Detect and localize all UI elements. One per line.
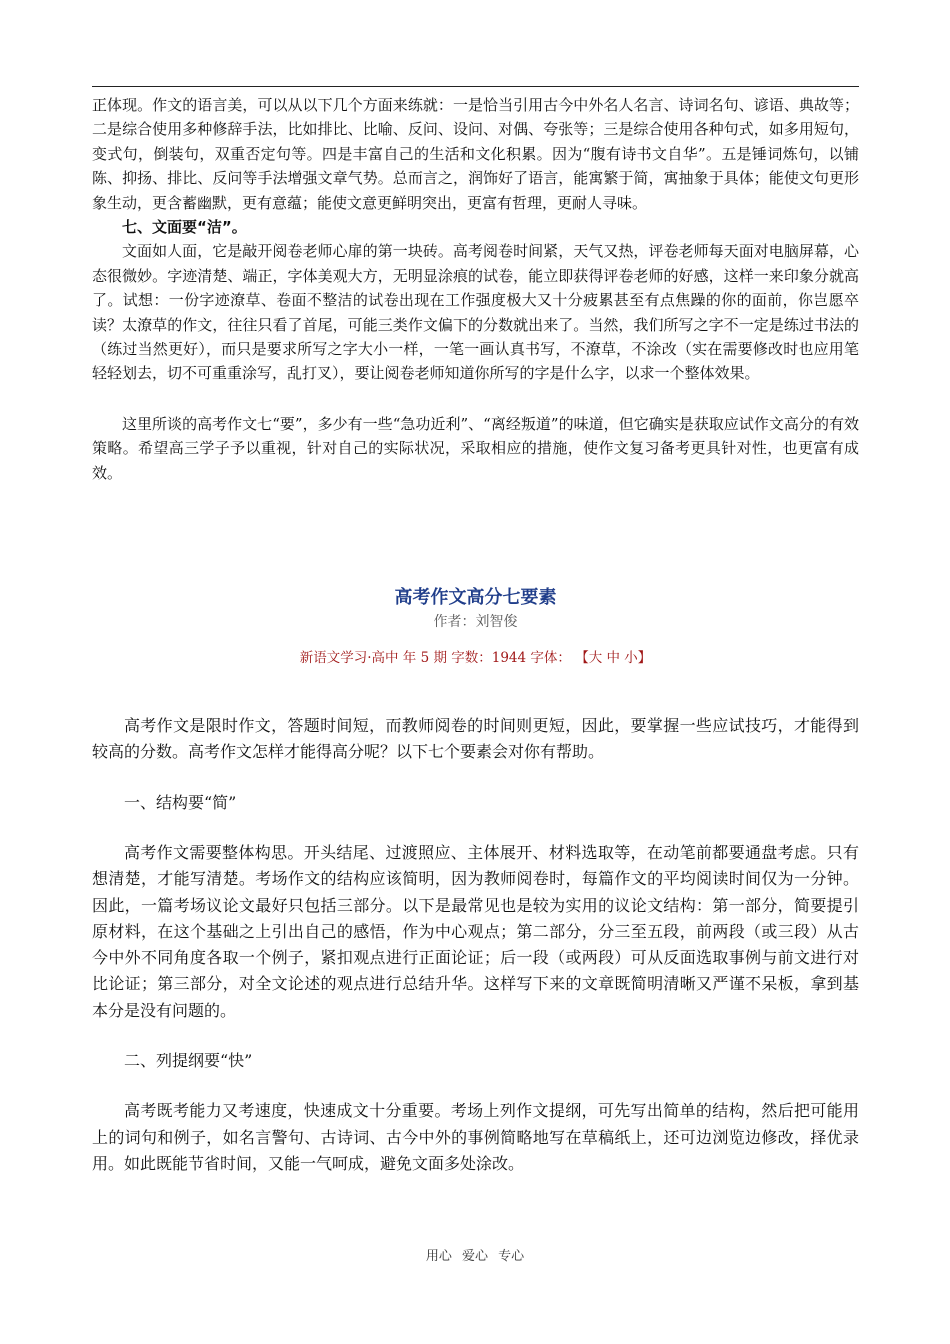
- meta-source: 新语文学习·高中 年 5 期 字数：1944 字体：: [299, 650, 571, 667]
- article-author: 作者：刘智俊: [433, 614, 518, 631]
- page-footer: 用心 爱心 专心: [425, 1249, 525, 1264]
- article-meta: [92, 647, 859, 669]
- paragraph-language: 正体现。作文的语言美，可以从以下几个方面来练就：一是恰当引用古今中外名人名言、诗词名句、谚语、典故等；二是综合使用多种修辞手法，比如排比、比喻、反问、设问、对偶、夸张等；三是综合使用各种句式，如多用短句，变式句，倒装句，双重否定句等。四是丰富自己的生活和文化积累。因为“腹有诗书文自华”。五是锤词炼句，以铺陈、抑扬、排比、反问等手法增强文章气势。总而言之，润饰好了语言，能寓繁于简，寓抽象于具体；能使文句更形象生动，更含蓄幽默，更有意蕴；能使文意更鲜明突出，更富有哲理，更耐人寻味。: [92, 96, 859, 212]
- article-title: 高考作文高分七要素: [394, 587, 557, 609]
- paragraph-intro: 高考作文是限时作文，答题时间短，而教师阅卷的时间则更短，因此，要掌握一些应试技巧，才能得到较高的分数。高考作文怎样才能得高分呢？以下七个要素会对你有帮助。: [92, 716, 859, 762]
- paragraph-outline: 高考既考能力又考速度，快速成文十分重要。考场上列作文提纲，可先写出简单的结构，然后把可能用上的词句和例子，如名言警句、古诗词、古今中外的事例简略地写在草稿纸上，还可边浏览边修改，择优录用。如此既能节省时间，又能一气呵成，避免文面多处涂改。: [92, 1101, 859, 1173]
- paragraph-section-seven: 文面如人面，它是敲开阅卷老师心扉的第一块砖。高考阅卷时间紧，天气又热，评卷老师每天面对电脑屏幕，心态很微妙。字迹清楚、端正，字体美观大方，无明显涂痕的试卷，能立即获得评卷老师的好感，这样一来印象分就高了。试想：一份字迹潦草、卷面不整洁的试卷出现在工作强度极大又十分疲累甚至有点焦躁的你的面前，你岂愿卒读？太潦草的作文，往往只看了首尾，可能三类作文偏下的分数就出来了。当然，我们所写之字不一定是练过书法的（练过当然更好），而只是要求所写之字大小一样，一笔一画认真书写，不潦草，不涂改（实在需要修改时也应用笔轻轻划去，切不可重重涂写，乱打叉），要让阅卷老师知道你所写的字是什么字，以求一个整体效果。: [92, 242, 859, 383]
- font-size-close: 】: [637, 650, 652, 667]
- heading-outline: 二、列提纲要“快”: [124, 1051, 253, 1071]
- header-rule: [92, 86, 859, 87]
- font-size-large-link[interactable]: 大: [588, 650, 603, 667]
- font-size-small-link[interactable]: 小: [624, 650, 638, 667]
- paragraph-conclusion: 这里所谈的高考作文七“要”，多少有一些“急功近利”、“离经叛道”的味道，但它确实是获取应试作文高分的有效策略。希望高三学子予以重视，针对自己的实际状况，采取相应的措施，使作文复习备考更具针对性，也更富有成效。: [92, 414, 859, 482]
- font-size-open: 【: [575, 650, 589, 667]
- document-body: [92, 93, 859, 1177]
- heading-section-seven: 七、文面要“洁”。: [122, 218, 247, 237]
- heading-structure: 一、结构要“简”: [124, 792, 237, 812]
- font-size-medium-link[interactable]: 中: [606, 650, 620, 667]
- paragraph-structure: 高考作文需要整体构思。开头结尾、过渡照应、主体展开、材料选取等，在动笔前都要通盘考虑。只有想清楚，才能写清楚。考场作文的结构应该简明，因为教师阅卷时，每篇作文的平均阅读时间仅为一分钟。因此，一篇考场议论文最好只包括三部分。以下是最常见也是较为实用的议论文结构：第一部分，简要提引原材料，在这个基础之上引出自己的感悟，作为中心观点；第二部分，分三至五段，前两段（或三段）从古今中外不同角度各取一个例子，紧扣观点进行正面论证；后一段（或两段）可从反面选取事例与前文进行对比论证；第三部分，对全文论述的观点进行总结升华。这样写下来的文章既简明清晰又严谨不呆板，拿到基本分是没有问题的。: [92, 842, 859, 1020]
